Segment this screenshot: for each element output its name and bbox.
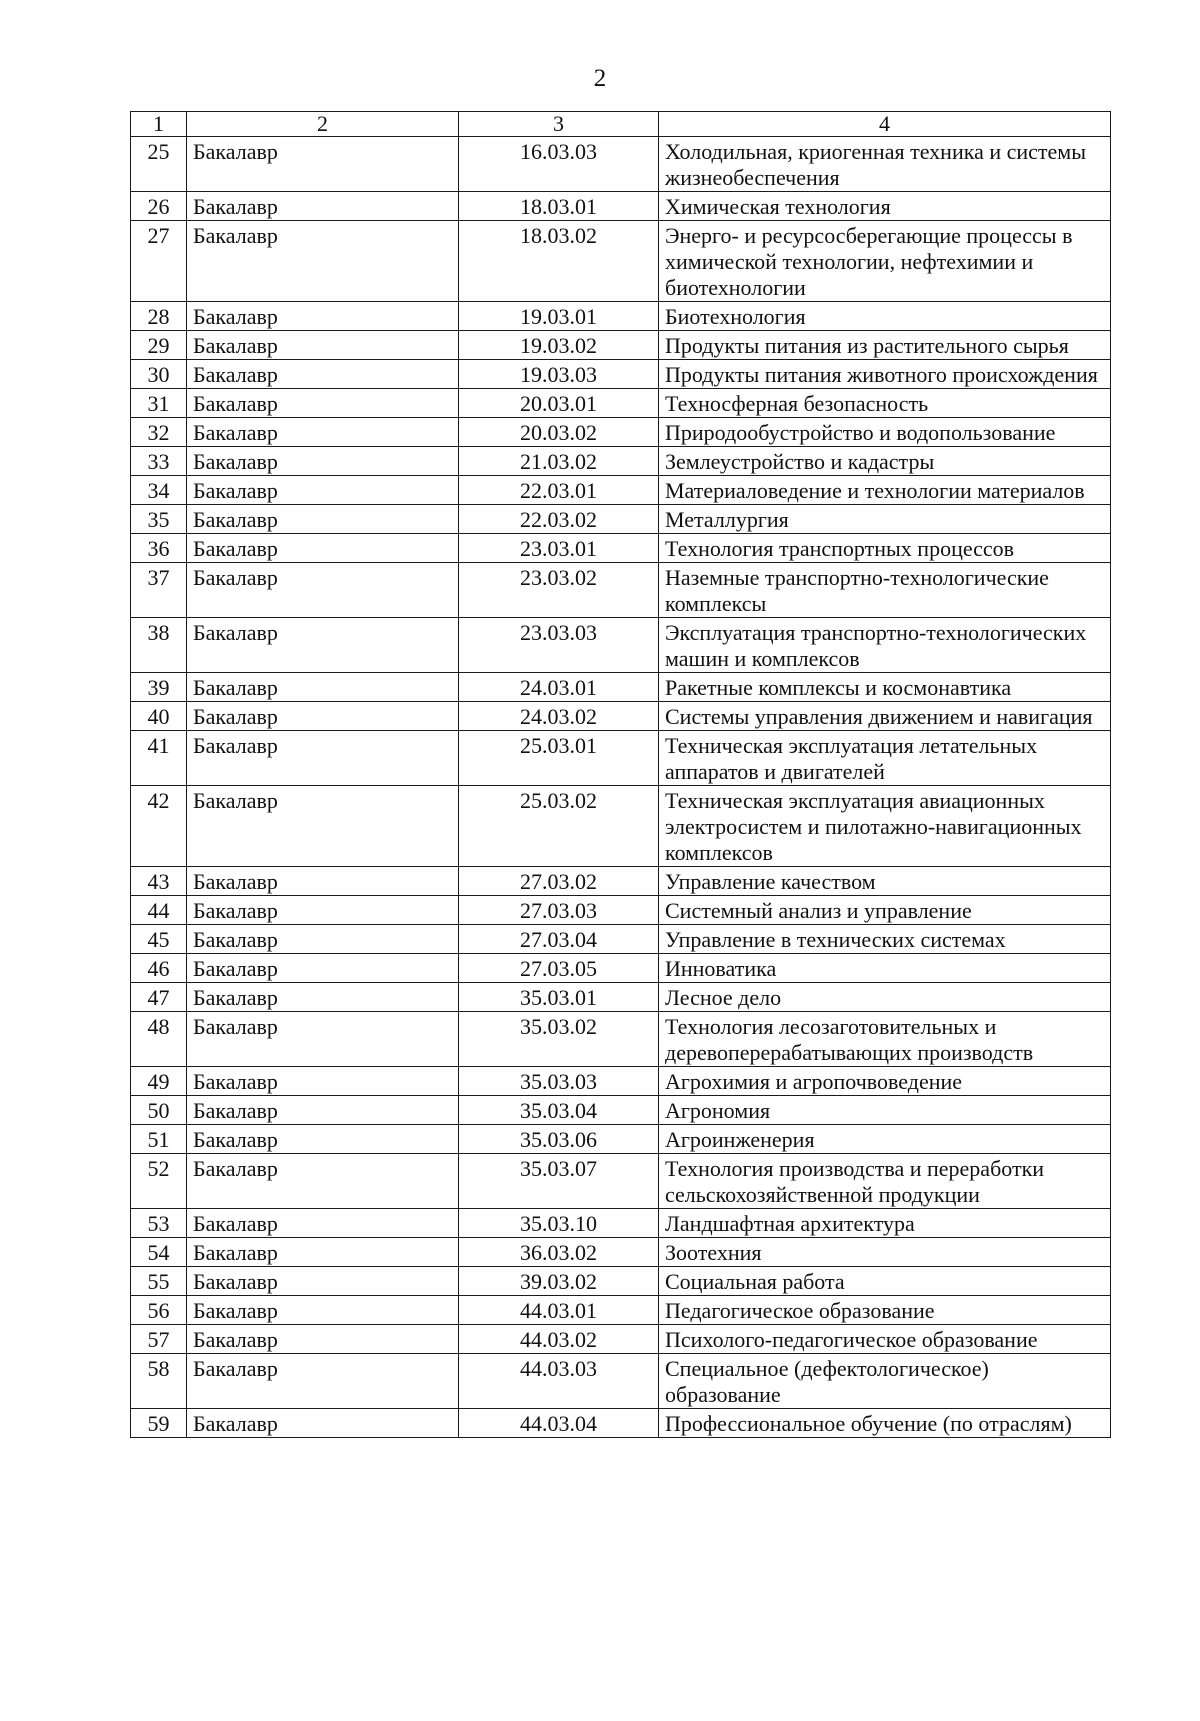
degree-cell: Бакалавр xyxy=(187,418,459,447)
degree-cell: Бакалавр xyxy=(187,1409,459,1438)
code-cell: 27.03.02 xyxy=(459,867,659,896)
degree-cell: Бакалавр xyxy=(187,505,459,534)
table-row xyxy=(131,534,1111,563)
degree-cell: Бакалавр xyxy=(187,534,459,563)
code-cell: 19.03.01 xyxy=(459,302,659,331)
code-cell: 25.03.01 xyxy=(459,731,659,786)
degree-cell: Бакалавр xyxy=(187,1096,459,1125)
row-number: 55 xyxy=(131,1267,187,1296)
row-number: 32 xyxy=(131,418,187,447)
row-number: 30 xyxy=(131,360,187,389)
code-cell: 44.03.02 xyxy=(459,1325,659,1354)
code-cell: 21.03.02 xyxy=(459,447,659,476)
code-cell: 27.03.05 xyxy=(459,954,659,983)
program-name-cell: Энерго- и ресурсосберегающие процессы в химической технологии, нефтехимии и биотехнологии xyxy=(659,221,1111,302)
row-number: 28 xyxy=(131,302,187,331)
code-cell: 24.03.01 xyxy=(459,673,659,702)
program-name-cell: Техническая эксплуатация летательных аппаратов и двигателей xyxy=(659,731,1111,786)
program-name-cell: Землеустройство и кадастры xyxy=(659,447,1111,476)
program-name-cell: Техносферная безопасность xyxy=(659,389,1111,418)
row-number: 50 xyxy=(131,1096,187,1125)
table-row xyxy=(131,925,1111,954)
table-row xyxy=(131,786,1111,867)
row-number: 44 xyxy=(131,896,187,925)
row-number: 53 xyxy=(131,1209,187,1238)
degree-cell: Бакалавр xyxy=(187,1209,459,1238)
row-number: 58 xyxy=(131,1354,187,1409)
header-col-1: 1 xyxy=(131,112,187,137)
row-number: 42 xyxy=(131,786,187,867)
row-number: 35 xyxy=(131,505,187,534)
code-cell: 36.03.02 xyxy=(459,1238,659,1267)
table-row xyxy=(131,1325,1111,1354)
program-name-cell: Специальное (дефектологическое) образование xyxy=(659,1354,1111,1409)
table-row xyxy=(131,192,1111,221)
header-col-4: 4 xyxy=(659,112,1111,137)
table-row xyxy=(131,389,1111,418)
degree-cell: Бакалавр xyxy=(187,731,459,786)
row-number: 27 xyxy=(131,221,187,302)
table-header-row xyxy=(131,112,1111,137)
table-row xyxy=(131,447,1111,476)
table-row xyxy=(131,302,1111,331)
table-row xyxy=(131,505,1111,534)
row-number: 52 xyxy=(131,1154,187,1209)
table-row xyxy=(131,1296,1111,1325)
program-name-cell: Технология производства и переработки сельскохозяйственной продукции xyxy=(659,1154,1111,1209)
header-col-3: 3 xyxy=(459,112,659,137)
degree-cell: Бакалавр xyxy=(187,447,459,476)
degree-cell: Бакалавр xyxy=(187,618,459,673)
table-row xyxy=(131,1354,1111,1409)
degree-cell: Бакалавр xyxy=(187,867,459,896)
program-name-cell: Системный анализ и управление xyxy=(659,896,1111,925)
row-number: 41 xyxy=(131,731,187,786)
program-name-cell: Ракетные комплексы и космонавтика xyxy=(659,673,1111,702)
code-cell: 44.03.04 xyxy=(459,1409,659,1438)
code-cell: 35.03.01 xyxy=(459,983,659,1012)
code-cell: 19.03.02 xyxy=(459,331,659,360)
code-cell: 35.03.03 xyxy=(459,1067,659,1096)
program-name-cell: Химическая технология xyxy=(659,192,1111,221)
row-number: 36 xyxy=(131,534,187,563)
code-cell: 35.03.07 xyxy=(459,1154,659,1209)
code-cell: 44.03.03 xyxy=(459,1354,659,1409)
table-row xyxy=(131,954,1111,983)
program-name-cell: Инноватика xyxy=(659,954,1111,983)
row-number: 31 xyxy=(131,389,187,418)
code-cell: 25.03.02 xyxy=(459,786,659,867)
code-cell: 19.03.03 xyxy=(459,360,659,389)
program-name-cell: Педагогическое образование xyxy=(659,1296,1111,1325)
row-number: 45 xyxy=(131,925,187,954)
code-cell: 35.03.02 xyxy=(459,1012,659,1067)
table-row xyxy=(131,1012,1111,1067)
row-number: 43 xyxy=(131,867,187,896)
code-cell: 27.03.04 xyxy=(459,925,659,954)
row-number: 29 xyxy=(131,331,187,360)
degree-cell: Бакалавр xyxy=(187,702,459,731)
degree-cell: Бакалавр xyxy=(187,137,459,192)
program-name-cell: Лесное дело xyxy=(659,983,1111,1012)
program-name-cell: Ландшафтная архитектура xyxy=(659,1209,1111,1238)
program-name-cell: Металлургия xyxy=(659,505,1111,534)
table-row xyxy=(131,618,1111,673)
table-row xyxy=(131,360,1111,389)
table-row xyxy=(131,331,1111,360)
program-name-cell: Холодильная, криогенная техника и системы жизнеобеспечения xyxy=(659,137,1111,192)
header-col-2: 2 xyxy=(187,112,459,137)
row-number: 56 xyxy=(131,1296,187,1325)
degree-cell: Бакалавр xyxy=(187,1012,459,1067)
table-row xyxy=(131,221,1111,302)
code-cell: 22.03.02 xyxy=(459,505,659,534)
row-number: 37 xyxy=(131,563,187,618)
row-number: 25 xyxy=(131,137,187,192)
table-row xyxy=(131,867,1111,896)
degree-cell: Бакалавр xyxy=(187,1238,459,1267)
row-number: 40 xyxy=(131,702,187,731)
row-number: 47 xyxy=(131,983,187,1012)
table-row xyxy=(131,1125,1111,1154)
row-number: 26 xyxy=(131,192,187,221)
program-name-cell: Управление качеством xyxy=(659,867,1111,896)
degree-cell: Бакалавр xyxy=(187,1125,459,1154)
program-name-cell: Биотехнология xyxy=(659,302,1111,331)
degree-cell: Бакалавр xyxy=(187,673,459,702)
program-name-cell: Технология лесозаготовительных и деревоперерабатывающих производств xyxy=(659,1012,1111,1067)
table-row xyxy=(131,983,1111,1012)
degree-cell: Бакалавр xyxy=(187,1067,459,1096)
program-name-cell: Продукты питания животного происхождения xyxy=(659,360,1111,389)
program-name-cell: Наземные транспортно-технологические комплексы xyxy=(659,563,1111,618)
degree-cell: Бакалавр xyxy=(187,1354,459,1409)
program-name-cell: Системы управления движением и навигация xyxy=(659,702,1111,731)
table-row xyxy=(131,1238,1111,1267)
row-number: 39 xyxy=(131,673,187,702)
program-name-cell: Психолого-педагогическое образование xyxy=(659,1325,1111,1354)
degree-cell: Бакалавр xyxy=(187,1267,459,1296)
table-row xyxy=(131,702,1111,731)
program-name-cell: Агрохимия и агропочвоведение xyxy=(659,1067,1111,1096)
degree-cell: Бакалавр xyxy=(187,192,459,221)
degree-cell: Бакалавр xyxy=(187,786,459,867)
program-name-cell: Профессиональное обучение (по отраслям) xyxy=(659,1409,1111,1438)
degree-cell: Бакалавр xyxy=(187,954,459,983)
degree-cell: Бакалавр xyxy=(187,389,459,418)
table-row xyxy=(131,563,1111,618)
row-number: 38 xyxy=(131,618,187,673)
degree-cell: Бакалавр xyxy=(187,1296,459,1325)
program-name-cell: Агрономия xyxy=(659,1096,1111,1125)
row-number: 48 xyxy=(131,1012,187,1067)
program-name-cell: Природообустройство и водопользование xyxy=(659,418,1111,447)
code-cell: 20.03.01 xyxy=(459,389,659,418)
degree-cell: Бакалавр xyxy=(187,563,459,618)
row-number: 59 xyxy=(131,1409,187,1438)
degree-cell: Бакалавр xyxy=(187,1325,459,1354)
degree-cell: Бакалавр xyxy=(187,925,459,954)
degree-cell: Бакалавр xyxy=(187,896,459,925)
row-number: 34 xyxy=(131,476,187,505)
code-cell: 44.03.01 xyxy=(459,1296,659,1325)
code-cell: 20.03.02 xyxy=(459,418,659,447)
table-row xyxy=(131,1267,1111,1296)
code-cell: 35.03.06 xyxy=(459,1125,659,1154)
table-row xyxy=(131,1096,1111,1125)
table-body xyxy=(131,112,1111,1438)
row-number: 54 xyxy=(131,1238,187,1267)
code-cell: 39.03.02 xyxy=(459,1267,659,1296)
code-cell: 23.03.03 xyxy=(459,618,659,673)
code-cell: 23.03.02 xyxy=(459,563,659,618)
row-number: 49 xyxy=(131,1067,187,1096)
table-row xyxy=(131,896,1111,925)
code-cell: 35.03.04 xyxy=(459,1096,659,1125)
code-cell: 27.03.03 xyxy=(459,896,659,925)
table-row xyxy=(131,137,1111,192)
table-row xyxy=(131,1409,1111,1438)
program-name-cell: Эксплуатация транспортно-технологических машин и комплексов xyxy=(659,618,1111,673)
code-cell: 22.03.01 xyxy=(459,476,659,505)
degree-cell: Бакалавр xyxy=(187,476,459,505)
degree-cell: Бакалавр xyxy=(187,360,459,389)
row-number: 33 xyxy=(131,447,187,476)
table-row xyxy=(131,476,1111,505)
code-cell: 18.03.01 xyxy=(459,192,659,221)
row-number: 46 xyxy=(131,954,187,983)
table-row xyxy=(131,1067,1111,1096)
program-name-cell: Материаловедение и технологии материалов xyxy=(659,476,1111,505)
table-row xyxy=(131,673,1111,702)
program-name-cell: Зоотехния xyxy=(659,1238,1111,1267)
table-row xyxy=(131,1209,1111,1238)
code-cell: 35.03.10 xyxy=(459,1209,659,1238)
degree-cell: Бакалавр xyxy=(187,221,459,302)
page-number: 2 xyxy=(593,65,607,92)
degree-cell: Бакалавр xyxy=(187,983,459,1012)
row-number: 51 xyxy=(131,1125,187,1154)
table-row xyxy=(131,418,1111,447)
program-name-cell: Агроинженерия xyxy=(659,1125,1111,1154)
code-cell: 24.03.02 xyxy=(459,702,659,731)
code-cell: 16.03.03 xyxy=(459,137,659,192)
program-name-cell: Продукты питания из растительного сырья xyxy=(659,331,1111,360)
code-cell: 23.03.01 xyxy=(459,534,659,563)
row-number: 57 xyxy=(131,1325,187,1354)
degree-cell: Бакалавр xyxy=(187,1154,459,1209)
table-row xyxy=(131,731,1111,786)
code-cell: 18.03.02 xyxy=(459,221,659,302)
program-name-cell: Техническая эксплуатация авиационных электросистем и пилотажно-навигационных комплексов xyxy=(659,786,1111,867)
program-name-cell: Технология транспортных процессов xyxy=(659,534,1111,563)
degree-cell: Бакалавр xyxy=(187,302,459,331)
program-name-cell: Управление в технических системах xyxy=(659,925,1111,954)
programs-table xyxy=(130,111,1111,1438)
degree-cell: Бакалавр xyxy=(187,331,459,360)
program-name-cell: Социальная работа xyxy=(659,1267,1111,1296)
table-row xyxy=(131,1154,1111,1209)
